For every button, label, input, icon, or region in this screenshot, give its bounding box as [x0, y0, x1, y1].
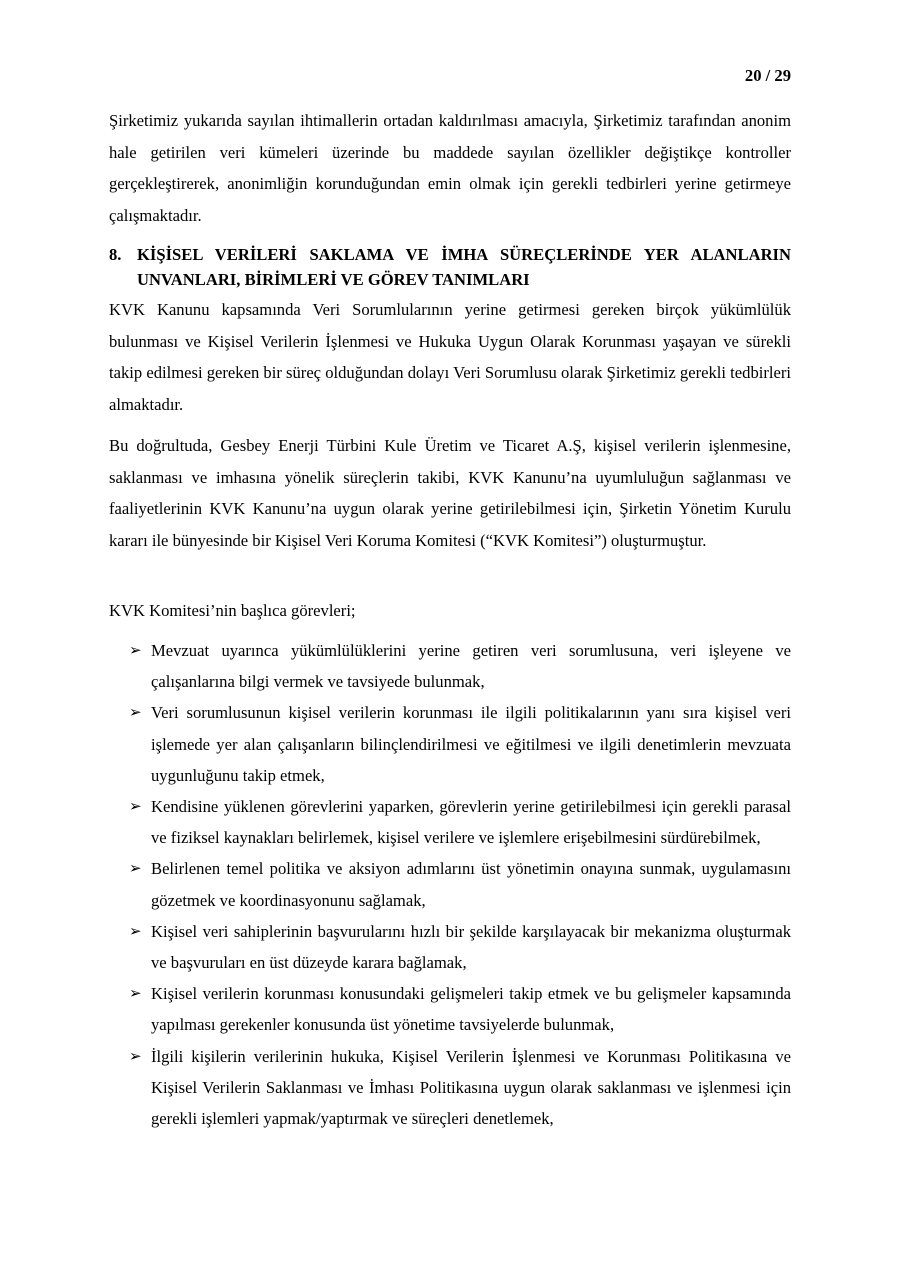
section-number: 8.: [109, 245, 122, 264]
arrow-right-icon: ➢: [129, 984, 142, 1003]
list-item: [129, 791, 791, 853]
list-item: [129, 978, 791, 1040]
list-item-text: Kişisel veri sahiplerinin başvurularını hızlı bir şekilde karşılayacak bir mekanizma oluşturmak ve başvuruları en üst düzeyde karara bağlamak,: [151, 921, 791, 973]
arrow-right-icon: ➢: [129, 797, 142, 816]
list-item: [129, 916, 791, 978]
list-item-text: İlgili kişilerin verilerinin hukuka, Kişisel Verilerin İşlenmesi ve Korunması Politikasına ve Kişisel Verilerin Saklanması ve İmhası Politikasına uygun olarak saklanması ve işlenmesi için gerekli işlemleri yapmak/yaptırmak ve süreçleri denetlemek,: [151, 1046, 791, 1129]
section-heading: [109, 242, 791, 292]
list-item-text: Veri sorumlusunun kişisel verilerin korunması ile ilgili politikalarının yanı sıra kişisel veri işlemede yer alan çalışanların bilinçlendirilmesi ve eğitilmesi ve ilgili denetimlerin mevzuata uygunluğunu takip etmek,: [151, 703, 791, 785]
arrow-right-icon: ➢: [129, 703, 142, 722]
intro-paragraph: Şirketimiz yukarıda sayılan ihtimallerin ortadan kaldırılması amacıyla, Şirketimiz tarafından anonim hale getirilen veri kümeleri üzerinde bu maddede sayılan özellikler değiştikçe kontroller gerçekleştirerek, anonimliğin korunduğundan emin olmak için gerekli tedbirleri yerine getirmeye çalışmaktadır.: [109, 111, 791, 225]
list-item: [129, 853, 791, 915]
paragraph-committee: Bu doğrultuda, Gesbey Enerji Türbini Kule Üretim ve Ticaret A.Ş, kişisel verilerin işlenmesine, saklanması ve imhasına yönelik süreçlerin takibi, KVK Kanunu’na uyumluluğun sağlanması ve faaliyetlerinin KVK Kanunu’na uygun olarak yerine getirilebilmesi için, Şirketin Yönetim Kurulu kararı ile bünyesinde bir Kişisel Veri Koruma Komitesi (“KVK Komitesi”) oluşturmuştur.: [109, 436, 791, 550]
list-item-text: Belirlenen temel politika ve aksiyon adımlarını üst yönetimin onayına sunmak, uygulamasını gözetmek ve koordinasyonunu sağlamak,: [151, 859, 791, 910]
duties-list: [129, 635, 791, 1134]
arrow-right-icon: ➢: [129, 641, 142, 659]
list-item-text: Kendisine yüklenen görevlerini yaparken, görevlerin yerine getirilebilmesi için gerekli parasal ve fiziksel kaynakları belirlemek, kişisel verilere ve işlemlere erişebilmesini sürdürebilmek,: [151, 797, 791, 848]
page-number: 20 / 29: [744, 66, 791, 85]
list-item: [129, 635, 791, 697]
list-item: [129, 697, 791, 791]
list-item-text: Mevzuat uyarınca yükümlülüklerini yerine getiren veri sorumlusuna, veri işleyene ve çalışanlarına bilgi vermek ve tavsiyede bulunmak,: [151, 641, 791, 692]
list-item-text: Kişisel verilerin korunması konusundaki gelişmeleri takip etmek ve bu gelişmeler kapsamında yapılması gerekenler konusunda üst yönetime tavsiyelerde bulunmak,: [151, 984, 791, 1035]
arrow-right-icon: ➢: [129, 859, 142, 878]
arrow-right-icon: ➢: [129, 1046, 142, 1065]
arrow-right-icon: ➢: [129, 921, 142, 940]
list-item: [129, 1041, 791, 1135]
section-title: KİŞİSEL VERİLERİ SAKLAMA VE İMHA SÜREÇLERİNDE YER ALANLARIN UNVANLARI, BİRİMLERİ VE GÖREV TANIMLARI: [137, 245, 791, 289]
paragraph-obligations: KVK Kanunu kapsamında Veri Sorumlularının yerine getirmesi gereken birçok yükümlülük bulunması ve Kişisel Verilerin İşlenmesi ve Hukuka Uygun Olarak Korunması yaşayan ve sürekli takip edilmesi gereken bir süreç olduğundan dolayı Veri Sorumlusu olarak Şirketimiz gerekli tedbirleri almaktadır.: [109, 300, 791, 414]
paragraph-duties-intro: KVK Komitesi’nin başlıca görevleri;: [109, 601, 356, 620]
